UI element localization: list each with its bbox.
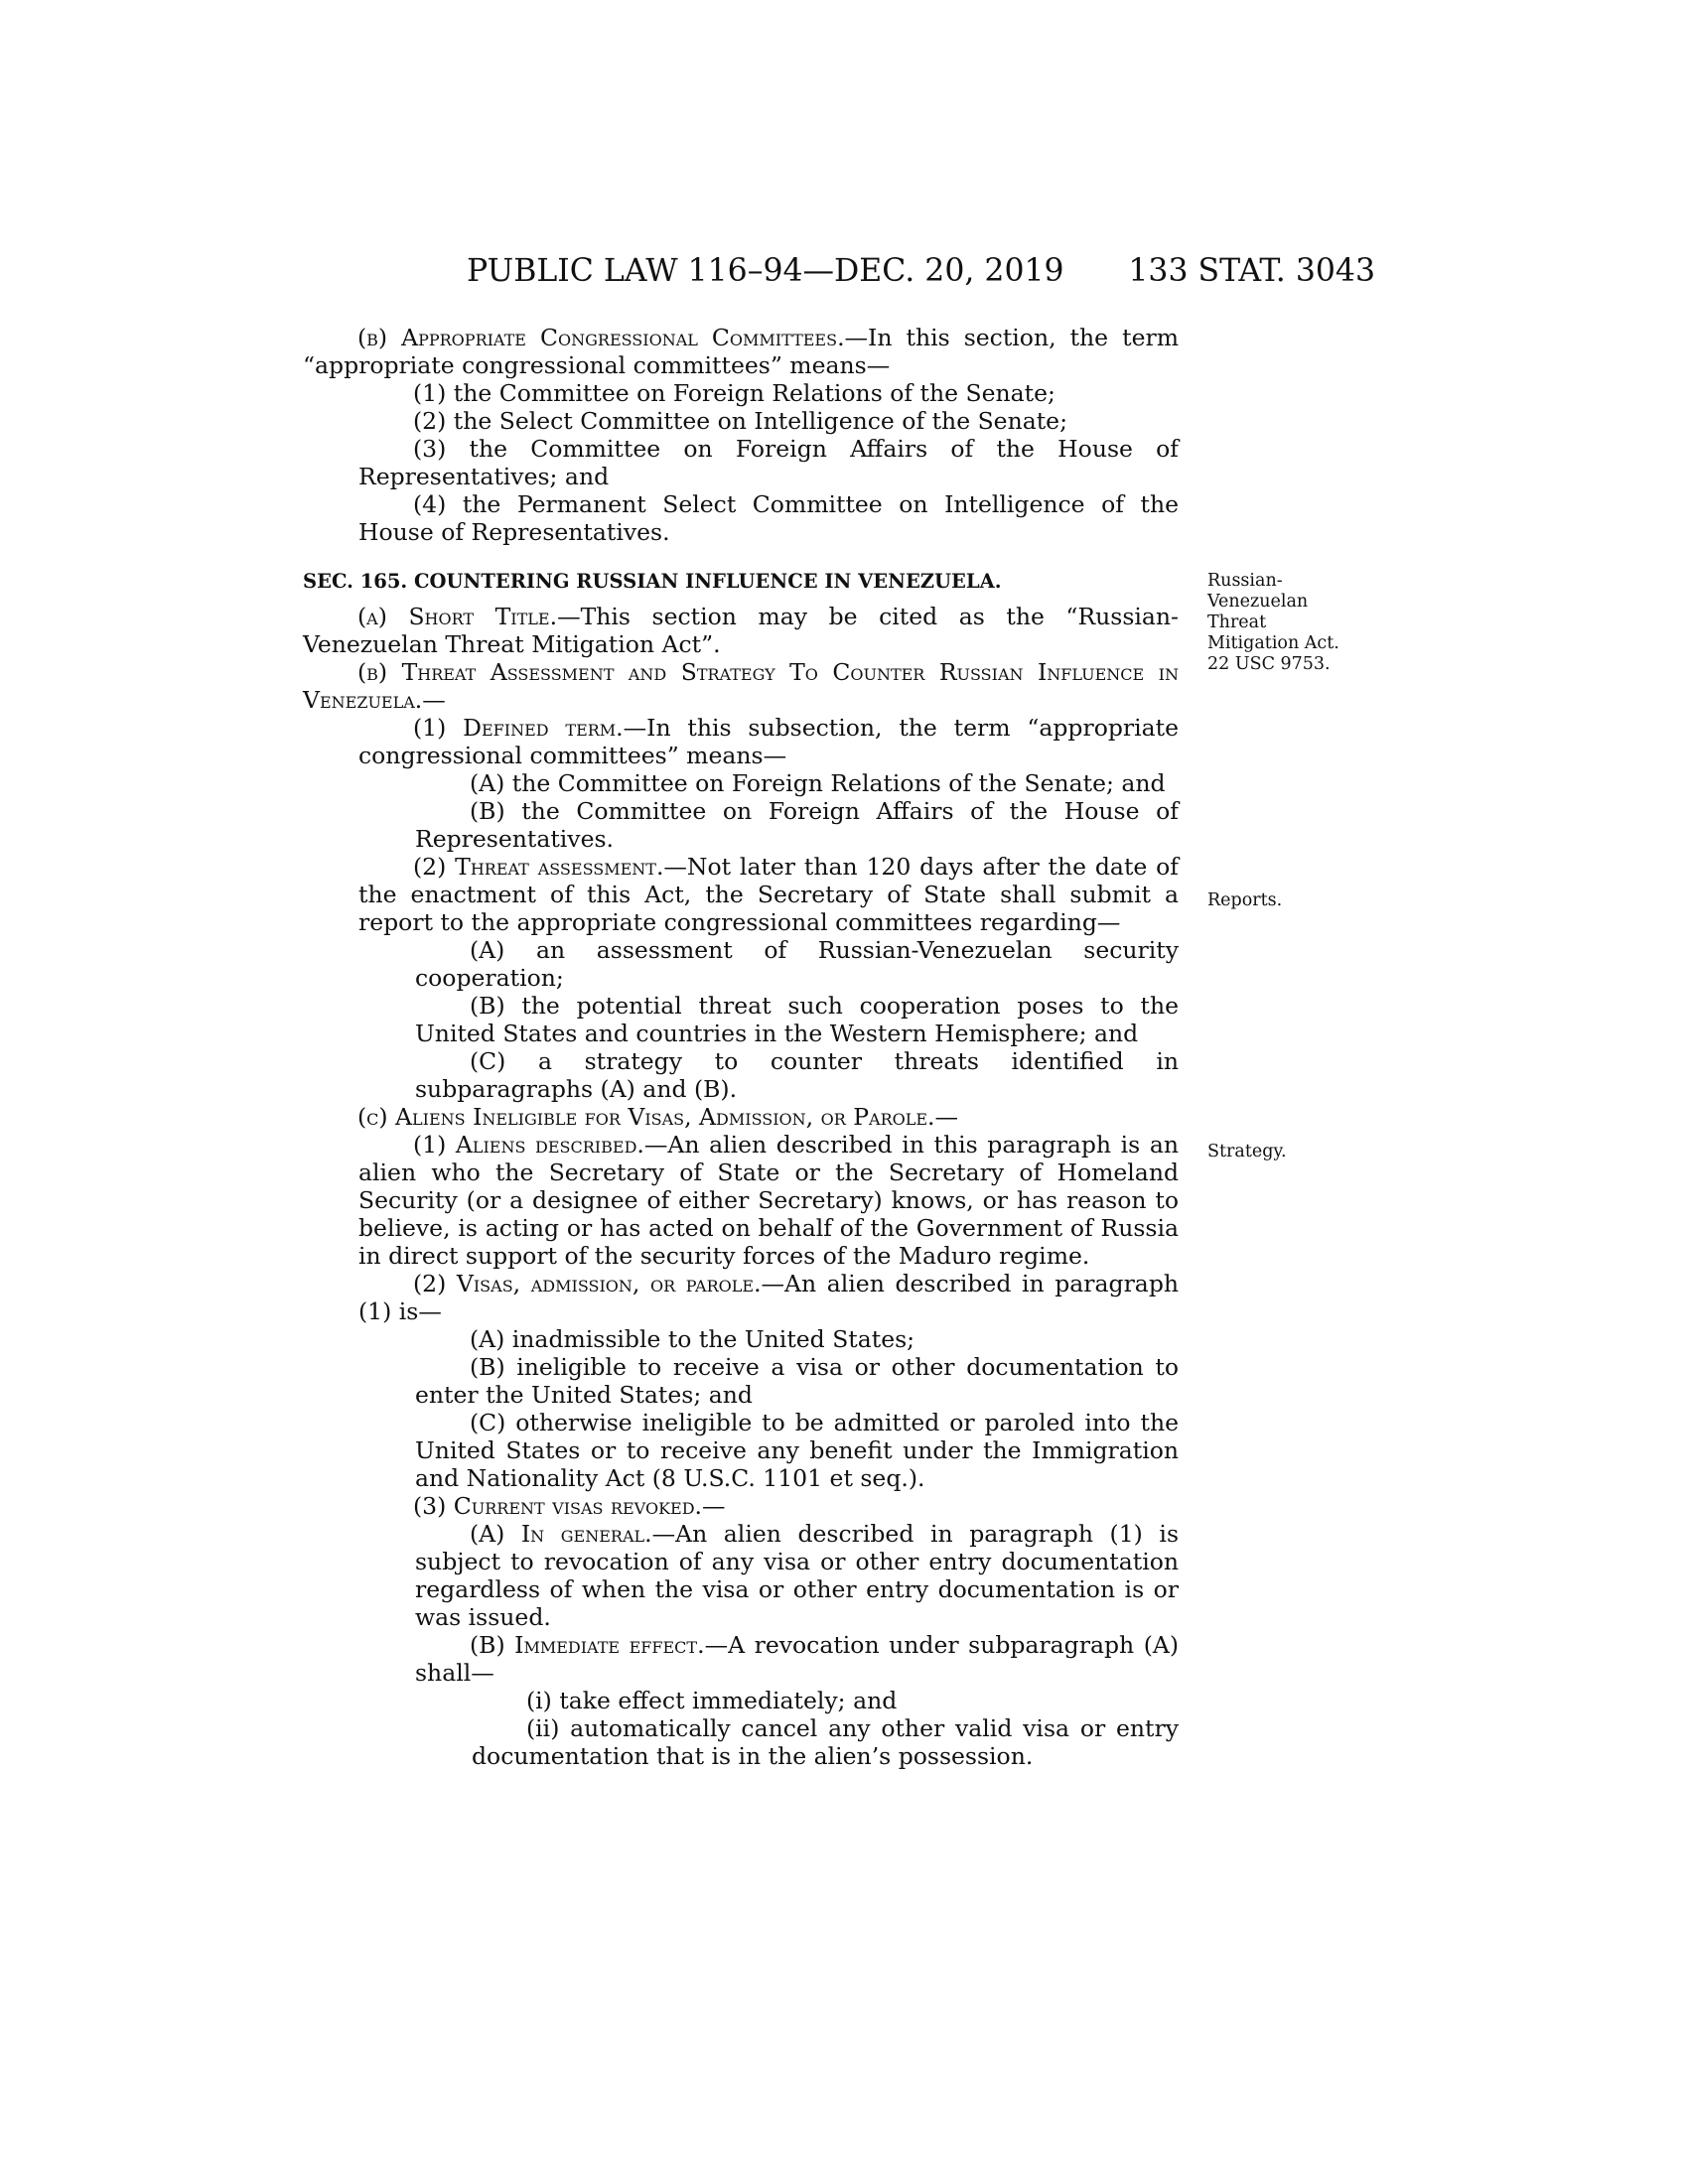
paragraph-b	[303, 324, 1179, 379]
subparagraph-c-3-b	[303, 1631, 1179, 1687]
paragraph-b-2	[303, 853, 1179, 936]
subsection-heading: (c) Aliens Ineligible for Visas, Admission, or Parole.	[357, 1103, 935, 1131]
page-header	[303, 250, 1375, 300]
subsection-text: —	[934, 1103, 959, 1131]
subparagraph-heading: (A) In general.	[470, 1520, 652, 1548]
subsection-b	[303, 658, 1179, 714]
paragraph-c-2	[303, 1270, 1179, 1325]
subparagraph-text: —A revocation under subparagraph (A) shall—	[415, 1631, 1180, 1687]
subsection-c	[303, 1103, 1179, 1131]
subparagraph-b-2-a: (A) an assessment of Russian-Venezuelan security cooperation;	[415, 936, 1179, 992]
paragraph-b-3: (3) the Committee on Foreign Affairs of the House of Representatives; and	[358, 435, 1179, 490]
margin-note-line: Mitigation Act.	[1207, 633, 1339, 653]
margin-note-line: Threat	[1207, 613, 1267, 632]
subparagraph-heading: (B) Immediate effect.	[470, 1631, 705, 1659]
paragraph-text: —Not later than 120 days after the date of the enactment of this Act, the Secretary of State shall submit a report to the appropriate congressional committees regarding—	[358, 853, 1179, 936]
paragraph-text: —	[702, 1492, 726, 1520]
subparagraph-c-2-a: (A) inadmissible to the United States;	[470, 1325, 915, 1353]
paragraph-b-2: (2) the Select Committee on Intelligence of the Senate;	[413, 407, 1067, 435]
paragraph-c-3	[303, 1492, 1179, 1520]
subsection-text: —	[422, 686, 446, 714]
paragraph-heading: (1) Aliens described.	[413, 1131, 644, 1159]
document-body	[303, 324, 1179, 1770]
margin-note-strategy: Strategy.	[1207, 1142, 1287, 1161]
margin-note-line: 22 USC 9753.	[1207, 654, 1331, 674]
paragraph-b-4: (4) the Permanent Select Committee on Intelligence of the House of Representatives.	[358, 490, 1179, 546]
paragraph-text: —In this section, the term “appropriate congressional committees” means—	[303, 324, 1179, 379]
paragraph-c-1	[303, 1131, 1179, 1270]
clause-c-3-b-ii: (ii) automatically cancel any other valid visa or entry documentation that is in the alien’s possession.	[472, 1714, 1179, 1770]
paragraph-heading: (b) Appropriate Congressional Committees.	[357, 324, 845, 351]
margin-note-line: Venezuelan	[1207, 592, 1309, 612]
subsection-heading: (b) Threat Assessment and Strategy To Counter Russian Influence in Venezuela.	[303, 658, 1179, 714]
subparagraph-b-1-b: (B) the Committee on Foreign Affairs of the House of Representatives.	[415, 797, 1179, 853]
clause-c-3-b-i: (i) take effect immediately; and	[526, 1687, 898, 1714]
section-heading: SEC. 165. COUNTERING RUSSIAN INFLUENCE IN VENEZUELA.	[303, 570, 1002, 593]
margin-note-line: Russian-	[1207, 571, 1283, 591]
paragraph-heading: (1) Defined term.	[413, 714, 624, 742]
margin-note-reports: Reports.	[1207, 890, 1283, 910]
subsection-heading: (a) Short Title.	[357, 603, 558, 630]
subparagraph-b-2-b: (B) the potential threat such cooperation poses to the United States and countries in the Western Hemisphere; and	[415, 992, 1179, 1047]
paragraph-heading: (2) Threat assessment.	[413, 853, 664, 881]
subparagraph-c-2-b: (B) ineligible to receive a visa or other documentation to enter the United States; and	[415, 1353, 1179, 1409]
statute-page-number: 133 STAT. 3043	[1128, 253, 1375, 289]
paragraph-text: —In this subsection, the term “appropriate congressional committees” means—	[358, 714, 1179, 769]
subsection-text: —This section may be cited as the “Russian-Venezuelan Threat Mitigation Act”.	[303, 603, 1179, 658]
paragraph-text: —An alien described in this paragraph is an alien who the Secretary of State or the Secretary of Homeland Security (or a designee of either Secretary) knows, or has reason to believe, is acting or has acted on behalf of the Government of Russia in direct support of the security forces of the Maduro regime.	[358, 1131, 1179, 1270]
subparagraph-c-3-a	[303, 1520, 1179, 1631]
subparagraph-c-2-c: (C) otherwise ineligible to be admitted or paroled into the United States or to receive any benefit under the Immigration and Nationality Act (8 U.S.C. 1101 et seq.).	[415, 1409, 1179, 1492]
paragraph-b-1: (1) the Committee on Foreign Relations of the Senate;	[413, 379, 1055, 407]
paragraph-heading: (2) Visas, admission, or parole.	[413, 1270, 762, 1297]
subsection-a	[303, 603, 1179, 658]
paragraph-heading: (3) Current visas revoked.	[413, 1492, 703, 1520]
paragraph-b-1	[303, 714, 1179, 769]
public-law-citation: PUBLIC LAW 116–94—DEC. 20, 2019	[467, 253, 1064, 289]
paragraph-text: —An alien described in paragraph (1) is—	[358, 1270, 1179, 1325]
margin-note-short-title	[1207, 571, 1386, 675]
subparagraph-text: —An alien described in paragraph (1) is subject to revocation of any visa or other entry documentation regardless of when the visa or other entry documentation is or was issued.	[415, 1520, 1180, 1631]
subparagraph-b-1-a: (A) the Committee on Foreign Relations of the Senate; and	[470, 769, 1166, 797]
subparagraph-b-2-c: (C) a strategy to counter threats identified in subparagraphs (A) and (B).	[415, 1047, 1179, 1103]
